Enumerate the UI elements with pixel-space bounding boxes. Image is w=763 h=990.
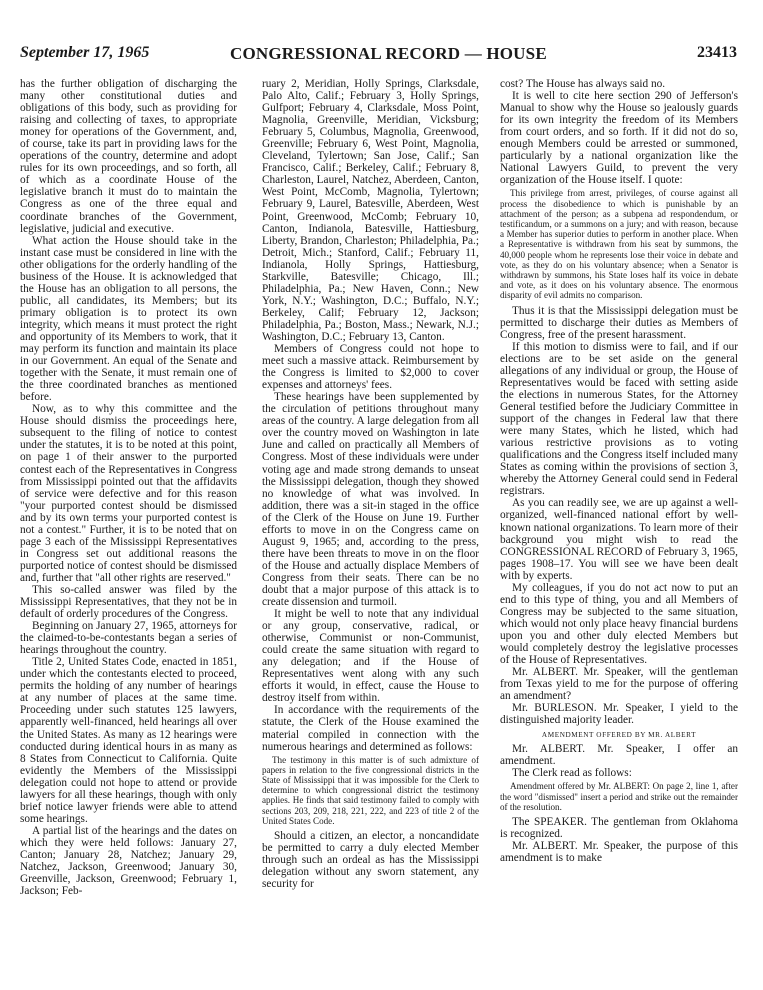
page-header (20, 44, 745, 74)
block-quote: This privilege from arrest, privileges, of course against all process the disobedience to which is punishable by an attachment of the person; as a subpena ad respondendum, or testificandum, or a summons on a jury; and with reason, because a Member has superior duties to perform in another place. When a Representative is withdrawn from his seat by summons, the 40,000 people whom he represents lose their voice in debate and vote, as they do on his voluntary absence; when a Senator is withdrawn by summons, his State loses half its voice in debate and vote, as it does on his voluntary absence. The enormous disparity of evil admits no comparison. (500, 188, 738, 301)
column-1 (20, 78, 237, 983)
paragraph: ruary 2, Meridian, Holly Springs, Clarksdale, Palo Alto, Calif.; February 3, Holly Springs, Gulfport; February 4, Clarksdale, Moss Point, Magnolia, Greenville, Meridian, Vicksburg; February 5, Columbus, Magnolia, Greenwood, Greenville; February 6, West Point, Magnolia, Cleveland, Tylertown; San Jose, Calif.; San Francisco, Calif.; Berkeley, Calif.; February 8, Charleston, Laurel, Natchez, Aberdeen, Canton, West Point, McComb, Magnolia, Tylertown; February 9, Laurel, Batesville, Aberdeen, West Point, Greenwood, McComb; February 10, Canton, Indianola, Batesville, Hattiesburg, Liberty, Brandon, Charleston; Philadelphia, Pa.; Detroit, Mich.; Stanford, Calif.; February 11, Indianola, Holly Springs, Hattiesburg, Starkville, Batesville; Chicago, Ill.; Philadelphia, Pa.; New Haven, Conn.; New York, N.Y.; Washington, D.C.; Buffalo, N.Y.; Berkeley, Calif; February 12, Jackson; Philadelphia, Pa.; Boston, Mass.; Newark, N.J.; Washington, D.C.; February 13, Canton. (262, 78, 479, 343)
paragraph: The SPEAKER. The gentleman from Oklahoma is recognized. (500, 816, 738, 841)
paragraph: Should a citizen, an elector, a noncandidate be permitted to carry a duly elected Member through such an ordeal as has the Mississippi delegation without any sworn statement, any security for (262, 830, 479, 891)
paragraph: What action the House should take in the instant case must be considered in line with the other obligations for the orderly handling of the business of the House. It is acknowledged that the House has an obligation to all persons, the public, all candidates, its Members; but its primary obligation is to protect its own integrity, which means it must protect the right and opportunity of its Members to work, that it may perform its function and maintain its place in our Government. An equal of the Senate and together with the Senate, it must remain one of the three coordinated branches as mentioned before. (20, 234, 237, 404)
paragraph: These hearings have been supplemented by the circulation of petitions throughout many areas of the country. A large delegation from all over the country moved on Washington in late June and called on practically all Members of Congress. Most of these individuals were under voting age and made strong demands to unseat the Mississippi delegation, though they showed no knowledge of what was involved. In addition, there was a sit-in staged in the office of the Clerk of the House on June 19. Further efforts to move in on the Congress came on August 9, 1965; and, according to the press, there have been threats to move in on the floor of the House and actually displace Members of Congress from their seats. There can be no doubt that a major purpose of this attack is to create dissension and turmoil. (262, 391, 479, 609)
paragraph: My colleagues, if you do not act now to put an end to this type of thing, you and all Members of Congress may be subjected to the same situation, which would not only place heavy financial burdens upon you and other duly elected Members but would completely destroy the legislative processes of the House of Representatives. (500, 581, 738, 667)
paragraph: Members of Congress could not hope to meet such a massive attack. Reimbursement by the Congress is limited to $2,000 to cover expenses and attorneys' fees. (262, 343, 479, 392)
header-page-number: 23413 (697, 44, 737, 61)
paragraph: The Clerk read as follows: (512, 767, 632, 780)
paragraph: Mr. BURLESON. Mr. Speaker, I yield to the distinguished majority leader. (500, 702, 738, 727)
header-date: September 17, 1965 (20, 44, 150, 61)
paragraph: cost? The House has always said no. (500, 78, 666, 90)
paragraph: In accordance with the requirements of the statute, the Clerk of the House examined the material compiled in connection with the numerous hearings and determined as follows: (262, 704, 479, 753)
paragraph: Mr. ALBERT. Mr. Speaker, I offer an amendment. (500, 743, 738, 768)
paragraph: It is well to cite here section 290 of Jefferson's Manual to show why the House so jealously guards for its own integrity the freedom of its Members from court orders, and so forth. If it did not do so, enough Members could be arrested or summoned, particularly by a national organization like the National Lawyers Guild, to prevent the very organization of the House itself. I quote: (500, 90, 738, 187)
paragraph: Beginning on January 27, 1965, attorneys for the claimed-to-be-contestants began a series of hearings throughout the country. (20, 620, 237, 657)
paragraph: This so-called answer was filed by the Mississippi Representatives, that they not be in default of orderly procedures of the Congress. (20, 583, 237, 621)
paragraph: As you can readily see, we are up against a well-organized, well-financed national effort by well-known national organizations. To learn more of their background you might wish to read the CONGRESSIONAL RECORD of February 3, 1965, pages 1908–17. You will see we have been dealt with by experts. (500, 497, 738, 582)
header-title: CONGRESSIONAL RECORD — HOUSE (230, 44, 547, 63)
paragraph: has the further obligation of discharging the many other constitutional duties and obligations of this body, such as providing for raising and collecting of taxes, to appropriate money for operations of the Government, and, of course, take its part in providing laws for the operations of the country, determine and adopt rules for its own proceedings, and so forth, all of which as a coordinate House of the legislative branch it must do to maintain the Congress as one of the three equal and coordinate branches of the Government, legislative, judicial and executive. (20, 78, 237, 235)
paragraph: It might be well to note that any individual or any group, conservative, radical, or otherwise, Communist or non-Communist, could create the same situation with regard to any delegation; and if the House of Representatives went along with any such efforts it would, in effect, cause the House to destroy itself from within. (262, 608, 479, 705)
block-quote: The testimony in this matter is of such admixture of papers in relation to the five congressional districts in the State of Mississippi that it was impossible for the Clerk to determine to which congressional district the testimony applies. He finds that said testimony failed to comply with sections 203, 209, 218, 221, 222, and 223 of title 2 of the United States Code. (262, 754, 479, 826)
paragraph: Title 2, United States Code, enacted in 1851, under which the contestants elected to proceed, permits the holding of any number of hearings at any number of places at the same time. Proceeding under such statutes 125 lawyers, apparently well-financed, held hearings all over the United States. As many as 12 hearings were conducted during identical hours in as many as 8 States from Connecticut to California. Quite evidently the Members of the Mississippi delegation could not hope to attend or provide lawyers for all these hearings, though with only brief notice lawyer friends were able to attend some hearings. (20, 656, 237, 825)
paragraph: Mr. ALBERT. Mr. Speaker, the purpose of this amendment is to make (500, 840, 738, 865)
column-2 (262, 78, 479, 983)
paragraph: Mr. ALBERT. Mr. Speaker, will the gentleman from Texas yield to me for the purpose of offering an amendment? (500, 666, 738, 703)
paragraph: A partial list of the hearings and the dates on which they were held follows: January 27, Canton; January 28, Natchez; January 29, Natchez, Jackson, Greenwood; January 30, Greenville, Jackson, Greenwood; February 1, Jackson; Feb- (20, 824, 237, 898)
column-3 (500, 78, 738, 983)
block-quote: Amendment offered by Mr. ALBERT: On page 2, line 1, after the word "dismissed" insert a period and strike out the remainder of the resolution. (500, 781, 738, 812)
paragraph: Now, as to why this committee and the House should dismiss the proceedings here, subsequent to the filing of notice to contest under the statutes, it is to be noted at this point, on page 1 of their answer to the purported contest each of the Representatives in Congress from Mississippi pointed out that the affidavits of service were defective and for this reason "your purported contest should be dismissed and by its own terms your purported contest is not a contest." Further, it is to be noted that on page 3 each of the Mississippi Representatives in Congress set out additional reasons the purported notice of contest should be dismissed and, further that "all other rights are reserved." (20, 403, 237, 584)
section-caption: AMENDMENT OFFERED BY MR. ALBERT (541, 731, 697, 740)
paragraph: If this motion to dismiss were to fail, and if our elections are to be set aside on the general allegations of any individual or group, the House of Representatives would be faced with setting aside the elections in numerous States, for the Attorney General testified before the Judiciary Committee in support of the changes in Federal law that there were many States, which he listed, which had various restrictive provisions as to voting qualifications and the Congress itself included many States as coming within the provisions of section 3, whereby the Attorney General could send in Federal registrars. (500, 340, 738, 498)
paragraph: Thus it is that the Mississippi delegation must be permitted to discharge their duties as Members of Congress, free of the present harassment. (500, 304, 738, 341)
